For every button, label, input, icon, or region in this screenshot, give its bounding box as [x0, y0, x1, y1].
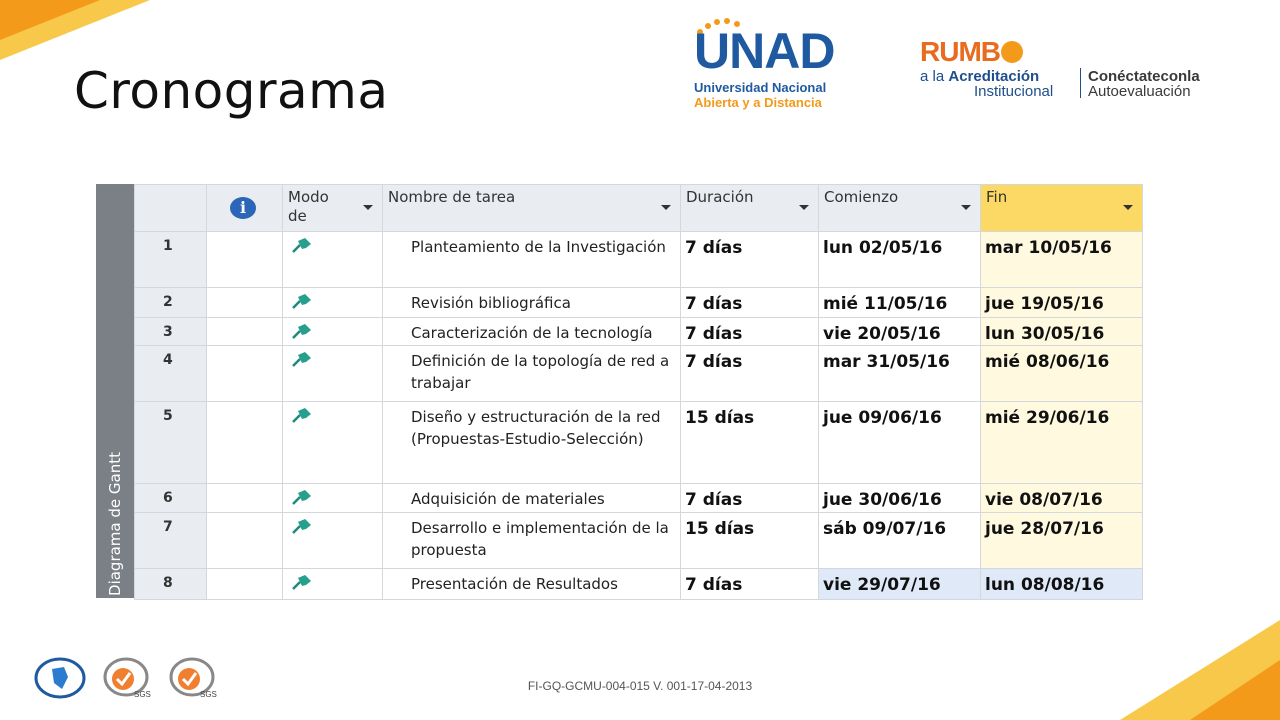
start-value: vie 20/05/16 [823, 324, 941, 344]
task-name: Definición de la topología de red a trabajar [411, 352, 670, 392]
finish-value: lun 08/08/16 [985, 575, 1105, 595]
duration-value: 15 días [685, 408, 755, 428]
row-info-cell[interactable] [207, 569, 283, 600]
seal-label: SGS [134, 690, 151, 699]
duration-value: 7 días [685, 575, 743, 595]
row-id: 3 [163, 324, 173, 340]
chevron-down-icon[interactable] [961, 205, 971, 210]
row-id: 2 [163, 294, 173, 310]
row-id-cell[interactable] [135, 402, 207, 484]
rumbo-line1: a la Acreditación [920, 68, 1040, 85]
task-name: Caracterización de la tecnología [411, 324, 653, 342]
start-value: lun 02/05/16 [823, 238, 943, 258]
duration-value: 7 días [685, 352, 743, 372]
task-name-cell[interactable] [383, 318, 681, 346]
task-name: Presentación de Resultados [411, 575, 618, 593]
duration-value: 7 días [685, 490, 743, 510]
duration-cell[interactable] [681, 513, 819, 569]
divider [1080, 68, 1081, 98]
row-info-cell[interactable] [207, 318, 283, 346]
task-name-cell[interactable] [383, 288, 681, 318]
header-mode-label: Modo de [288, 188, 329, 225]
table-row[interactable] [135, 484, 1143, 513]
table-header-row [135, 185, 1143, 232]
row-mode-cell[interactable] [283, 288, 383, 318]
finish-cell[interactable] [981, 346, 1143, 402]
start-cell[interactable] [819, 569, 981, 600]
finish-value: vie 08/07/16 [985, 490, 1103, 510]
unad-mark: UNAD [694, 23, 835, 79]
pin-icon [289, 350, 315, 368]
finish-value: mié 08/06/16 [985, 352, 1110, 372]
row-id-cell[interactable] [135, 318, 207, 346]
task-name: Revisión bibliográfica [411, 294, 571, 312]
row-id: 6 [163, 490, 173, 506]
header-name[interactable] [383, 185, 681, 232]
header-finish-label: Fin [986, 188, 1008, 206]
row-id: 7 [163, 519, 173, 535]
task-name: Adquisición de materiales [411, 490, 605, 508]
row-id-cell[interactable] [135, 484, 207, 513]
row-info-cell[interactable] [207, 346, 283, 402]
row-id-cell[interactable] [135, 569, 207, 600]
task-name-cell[interactable] [383, 232, 681, 288]
finish-cell[interactable] [981, 288, 1143, 318]
header-duration[interactable] [681, 185, 819, 232]
start-value: jue 09/06/16 [823, 408, 942, 428]
rumbo-line2: Institucional [974, 83, 1054, 100]
row-id-cell[interactable] [135, 232, 207, 288]
duration-cell[interactable] [681, 318, 819, 346]
corner-decoration [1080, 620, 1280, 720]
row-mode-cell[interactable] [283, 318, 383, 346]
unad-line1: Universidad Nacional [694, 80, 827, 95]
row-info-cell[interactable] [207, 402, 283, 484]
start-cell[interactable] [819, 402, 981, 484]
row-info-cell[interactable] [207, 513, 283, 569]
pin-icon [289, 322, 315, 340]
finish-value: jue 19/05/16 [985, 294, 1104, 314]
start-cell[interactable] [819, 232, 981, 288]
header-finish[interactable] [981, 185, 1143, 232]
table-row[interactable] [135, 569, 1143, 600]
duration-value: 7 días [685, 294, 743, 314]
row-id-cell[interactable] [135, 288, 207, 318]
header-start[interactable] [819, 185, 981, 232]
task-name-cell[interactable] [383, 346, 681, 402]
row-info-cell[interactable] [207, 288, 283, 318]
rumbo-right2: Autoevaluación [1088, 83, 1191, 100]
header-id[interactable] [135, 185, 207, 232]
pin-icon [289, 406, 315, 424]
task-name-cell[interactable] [383, 484, 681, 513]
header-duration-label: Duración [686, 188, 754, 206]
task-table [134, 184, 1143, 600]
row-id: 5 [163, 408, 173, 424]
info-icon: i [230, 197, 256, 219]
row-info-cell[interactable] [207, 484, 283, 513]
document-code: FI-GQ-GCMU-004-015 V. 001-17-04-2013 [527, 679, 753, 693]
unad-line2: Abierta y a Distancia [694, 95, 822, 110]
duration-value: 15 días [685, 519, 755, 539]
task-name-cell[interactable] [383, 569, 681, 600]
finish-value: mié 29/06/16 [985, 408, 1110, 428]
pin-icon [289, 236, 315, 254]
duration-cell[interactable] [681, 402, 819, 484]
duration-cell[interactable] [681, 288, 819, 318]
pin-icon [289, 517, 315, 535]
row-mode-cell[interactable] [283, 569, 383, 600]
seal-label: SGS [200, 690, 217, 699]
row-mode-cell[interactable] [283, 402, 383, 484]
slide-title: Cronograma [74, 62, 389, 120]
chevron-down-icon[interactable] [799, 205, 809, 210]
table-row[interactable] [135, 288, 1143, 318]
row-mode-cell[interactable] [283, 232, 383, 288]
duration-cell[interactable] [681, 232, 819, 288]
start-value: vie 29/07/16 [823, 575, 941, 595]
start-value: mié 11/05/16 [823, 294, 948, 314]
finish-value: mar 10/05/16 [985, 238, 1112, 258]
rumbo-mark: RUMB [920, 36, 1023, 68]
start-cell[interactable] [819, 484, 981, 513]
row-id: 1 [163, 238, 173, 254]
start-value: jue 30/06/16 [823, 490, 942, 510]
finish-value: lun 30/05/16 [985, 324, 1105, 344]
table-row[interactable] [135, 346, 1143, 402]
finish-cell[interactable] [981, 569, 1143, 600]
table-row[interactable] [135, 513, 1143, 569]
row-info-cell[interactable] [207, 232, 283, 288]
pin-icon [289, 292, 315, 310]
task-name: Diseño y estructuración de la red (Propuestas-Estudio-Selección) [411, 408, 661, 448]
row-id-cell[interactable] [135, 346, 207, 402]
start-cell[interactable] [819, 288, 981, 318]
duration-value: 7 días [685, 238, 743, 258]
finish-cell[interactable] [981, 318, 1143, 346]
row-mode-cell[interactable] [283, 513, 383, 569]
unad-logo [692, 16, 862, 112]
gantt-side-tab-label: Diagrama de Gantt [106, 452, 124, 596]
duration-cell[interactable] [681, 484, 819, 513]
rumbo-right1: Conéctateconla [1088, 68, 1200, 85]
start-value: mar 31/05/16 [823, 352, 950, 372]
row-id-cell[interactable] [135, 513, 207, 569]
pin-icon [289, 573, 315, 591]
chevron-down-icon[interactable] [363, 205, 373, 210]
finish-cell[interactable] [981, 232, 1143, 288]
start-cell[interactable] [819, 346, 981, 402]
pin-icon [289, 488, 315, 506]
finish-value: jue 28/07/16 [985, 519, 1104, 539]
header-mode[interactable] [283, 185, 383, 232]
task-name: Desarrollo e implementación de la propuesta [411, 519, 669, 559]
header-info[interactable] [207, 185, 283, 232]
corner-decoration [0, 0, 160, 70]
row-mode-cell[interactable] [283, 484, 383, 513]
gantt-side-tab[interactable] [96, 184, 134, 598]
finish-cell[interactable] [981, 484, 1143, 513]
start-value: sáb 09/07/16 [823, 519, 947, 539]
header-start-label: Comienzo [824, 188, 899, 206]
duration-cell[interactable] [681, 569, 819, 600]
rumbo-logo [920, 30, 1240, 100]
chevron-down-icon[interactable] [661, 205, 671, 210]
row-id: 4 [163, 352, 173, 368]
start-cell[interactable] [819, 513, 981, 569]
duration-value: 7 días [685, 324, 743, 344]
table-row[interactable] [135, 232, 1143, 288]
duration-cell[interactable] [681, 346, 819, 402]
table-row[interactable] [135, 318, 1143, 346]
task-name-cell[interactable] [383, 402, 681, 484]
task-name: Planteamiento de la Investigación [411, 238, 666, 256]
header-name-label: Nombre de tarea [388, 188, 516, 206]
chevron-down-icon[interactable] [1123, 205, 1133, 210]
start-cell[interactable] [819, 318, 981, 346]
project-table-screenshot [96, 184, 1144, 598]
finish-cell[interactable] [981, 513, 1143, 569]
row-id: 8 [163, 575, 173, 591]
row-mode-cell[interactable] [283, 346, 383, 402]
finish-cell[interactable] [981, 402, 1143, 484]
task-name-cell[interactable] [383, 513, 681, 569]
table-row[interactable] [135, 402, 1143, 484]
